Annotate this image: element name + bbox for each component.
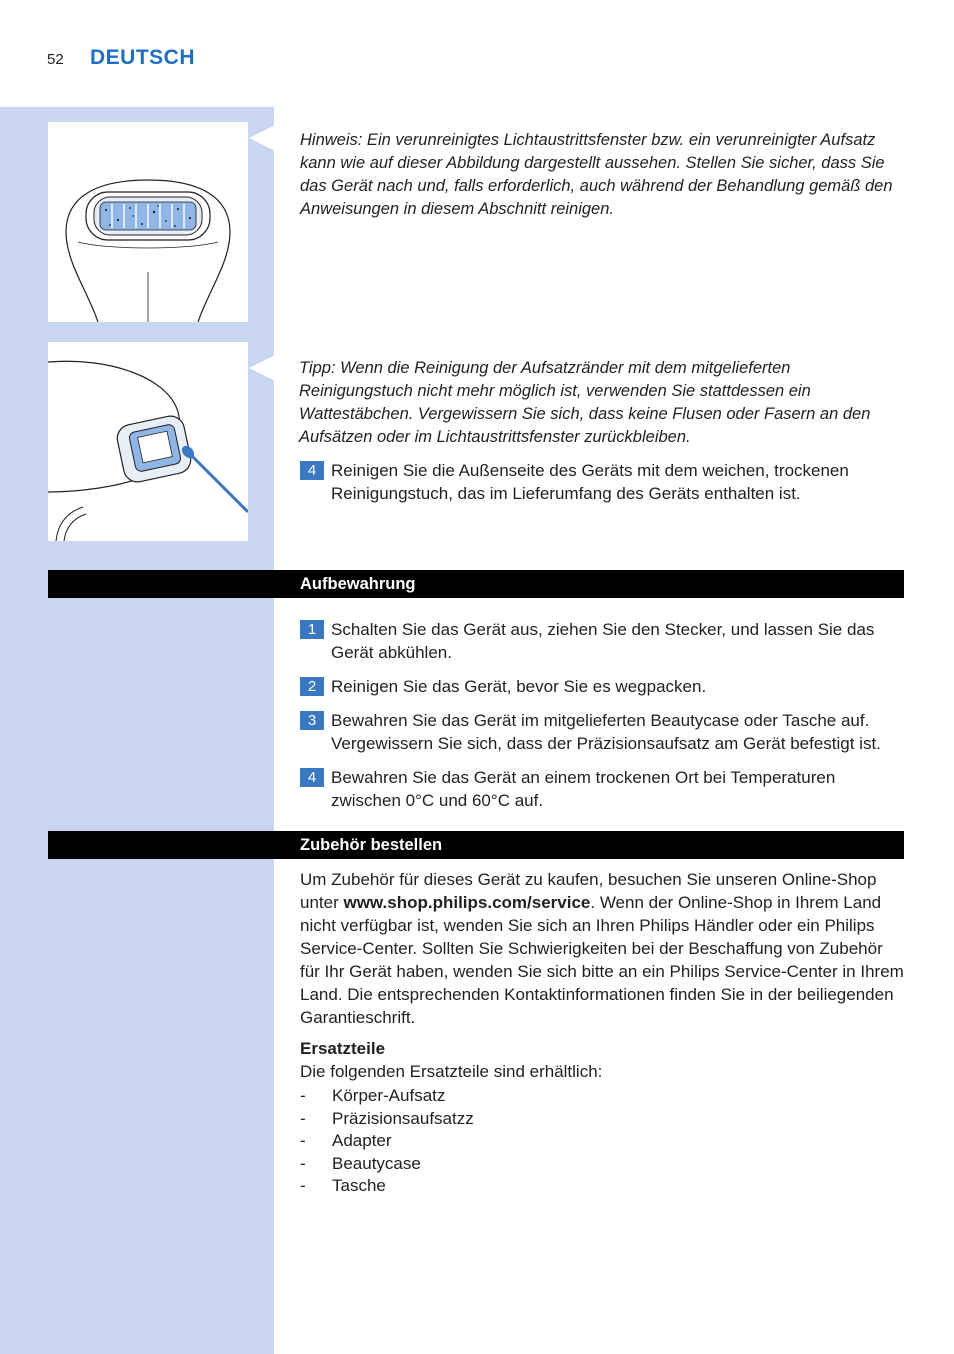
cleaning-step (300, 459, 904, 505)
step-text: Bewahren Sie das Gerät im mitgelieferten Beautycase oder Tasche auf. Vergewissern Sie sich, dass der Präzisionsaufsatz am Gerät befestigt ist. (331, 711, 881, 753)
bullet-dash: - (300, 1086, 306, 1105)
storage-step (300, 766, 904, 812)
bullet-dash: - (300, 1108, 306, 1128)
tipp-note: Tipp: Wenn die Reinigung der Aufsatzränder mit dem mitgelieferten Reinigungstuch nicht mehr möglich ist, verwenden Sie stattdessen ein Wattestäbchen. Vergewissern Sie sich, dass keine Flusen oder Fasern an den Aufsätzen oder im Lichtaustrittsfenster zurückbleiben. (299, 359, 871, 446)
spare-parts-heading: Ersatzteile (300, 1039, 386, 1058)
hinweis-note: Hinweis: Ein verunreinigtes Lichtaustrittsfenster bzw. ein verunreinigter Aufsatz kann wie auf dieser Abbildung dargestellt aussehen. Stellen Sie sicher, dass Sie das Gerät nach und, falls erforderlich, auch während der Behandlung gemäß den Anweisungen in diesem Abschnitt reinigen. (300, 131, 893, 218)
list-item (300, 1085, 474, 1108)
paragraph-text: Um Zubehör für dieses Gerät zu kaufen, besuchen Sie unseren Online-Shop unter (300, 870, 877, 912)
section-bar-accessories (48, 831, 904, 859)
page-number: 52 (47, 51, 64, 68)
paragraph-text: . Wenn der Online-Shop in Ihrem Land nicht verfügbar ist, wenden Sie sich an Ihren Philips Händler oder ein Philips Service-Center. Sollten Sie Schwierigkeiten bei der Beschaffung von Zubehör für Ihr Gerät haben, wenden Sie sich bitte an ein Philips Service-Center in Ihrem Land. Die entsprechenden Kontaktinformationen finden Sie in der beiliegenden Garantieschrift. (300, 893, 904, 1027)
list-item (300, 1153, 474, 1176)
figure-pointer (249, 125, 275, 151)
section-bar-storage (48, 570, 904, 598)
storage-step (300, 618, 904, 664)
storage-step (300, 709, 904, 755)
list-item-text: Adapter (332, 1131, 392, 1151)
section-title: Aufbewahrung (300, 575, 416, 593)
step-text: Bewahren Sie das Gerät an einem trockenen Ort bei Temperaturen zwischen 0°C und 60°C auf. (331, 768, 836, 810)
list-item-text: Tasche (332, 1176, 386, 1196)
figure-cotton-swab (48, 342, 248, 541)
list-item (300, 1130, 474, 1153)
device-front-illustration (48, 122, 248, 322)
bullet-dash: - (300, 1176, 306, 1196)
list-item-text: Beautycase (332, 1153, 421, 1173)
step-number-badge: 2 (300, 677, 324, 696)
spare-parts-intro: Die folgenden Ersatzteile sind erhältlich: (300, 1062, 603, 1081)
device-swab-illustration (48, 342, 248, 541)
section-title: Zubehör bestellen (300, 836, 443, 854)
step-text: Reinigen Sie das Gerät, bevor Sie es wegpacken. (331, 677, 707, 696)
step-text: Schalten Sie das Gerät aus, ziehen Sie den Stecker, und lassen Sie das Gerät abkühlen. (331, 620, 875, 662)
step-number-badge: 1 (300, 620, 324, 639)
list-item-text: Körper-Aufsatz (332, 1086, 446, 1105)
list-item (300, 1108, 474, 1131)
step-text: Reinigen Sie die Außenseite des Geräts mit dem weichen, trockenen Reinigungstuch, das im Lieferumfang des Geräts enthalten ist. (331, 461, 849, 503)
language-heading: DEUTSCH (90, 46, 196, 69)
step-number-badge: 3 (300, 711, 324, 730)
storage-step (300, 675, 904, 698)
figure-dirty-window (48, 122, 248, 322)
step-number-badge: 4 (300, 461, 324, 480)
figure-pointer (249, 355, 275, 381)
bullet-dash: - (300, 1153, 306, 1173)
spare-parts-list (300, 1085, 474, 1198)
list-item-text: Präzisionsaufsatzz (332, 1108, 474, 1128)
accessories-paragraph (300, 868, 904, 1029)
step-number-badge: 4 (300, 768, 324, 787)
shop-url: www.shop.philips.com/service (343, 893, 591, 912)
list-item (300, 1175, 474, 1198)
bullet-dash: - (300, 1131, 306, 1151)
